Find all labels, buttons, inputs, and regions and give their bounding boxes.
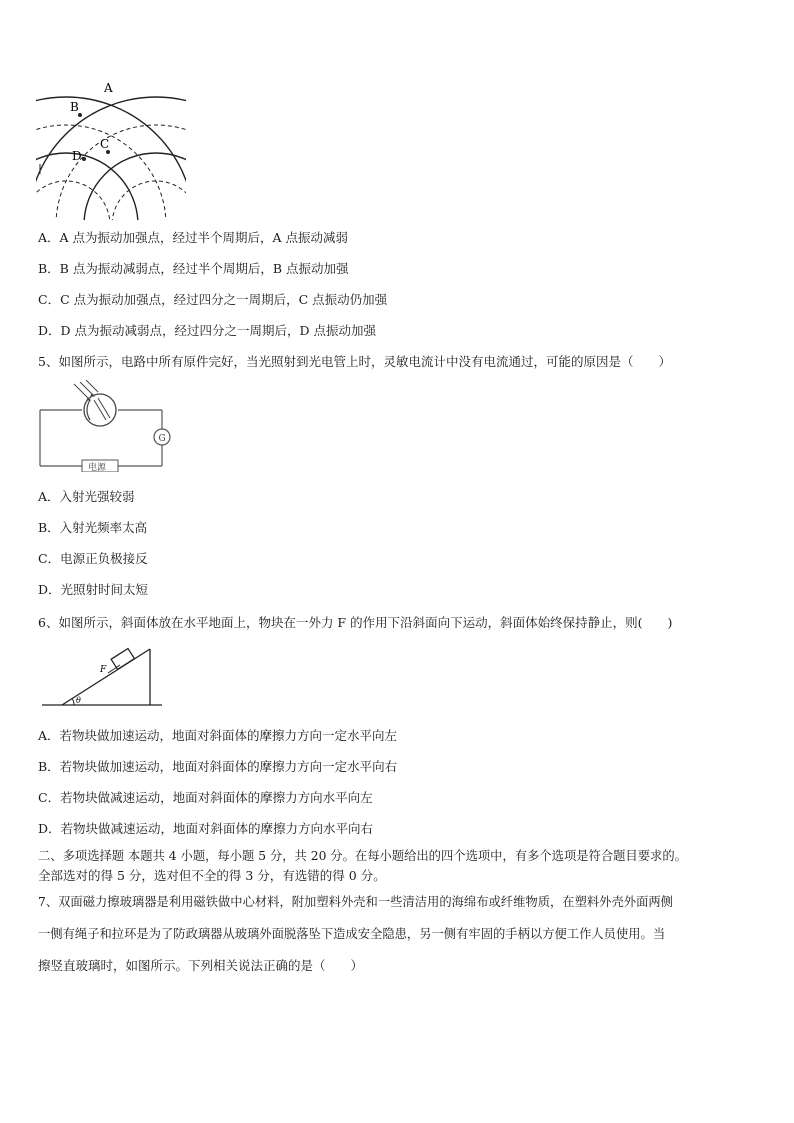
q6-option-d: D．若物块做减速运动，地面对斜面体的摩擦力方向水平向右 — [38, 821, 374, 836]
incline-figure — [40, 643, 165, 709]
q6-option-a: A．若物块做加速运动，地面对斜面体的摩擦力方向一定水平向左 — [38, 728, 398, 743]
label-c: C — [100, 137, 110, 151]
q5-option-b: B．入射光频率太高 — [38, 520, 148, 535]
galvanometer-label: G — [158, 434, 166, 444]
angle-label: θ — [76, 696, 81, 705]
label-d: D — [72, 149, 82, 163]
q4-option-b: B．B 点为振动减弱点，经过半个周期后，B 点振动加强 — [38, 261, 349, 276]
q4-option-d: D．D 点为振动减弱点，经过四分之一周期后，D 点振动加强 — [38, 323, 377, 338]
q7-stem-line3: 擦竖直玻璃时，如图所示。下列相关说法正确的是（ ） — [38, 958, 364, 973]
block — [111, 649, 134, 670]
q6-option-c: C．若物块做减速运动，地面对斜面体的摩擦力方向水平向左 — [38, 790, 373, 805]
angle-arc — [73, 699, 75, 705]
label-a: A — [104, 81, 113, 95]
label-b: B — [70, 100, 79, 114]
trough-left-inner — [36, 181, 110, 220]
q5-option-c: C．电源正负极接反 — [38, 551, 148, 566]
crest-left-inner — [36, 153, 138, 220]
q4-option-a: A．A 点为振动加强点，经过半个周期后，A 点振动减弱 — [38, 230, 349, 245]
q6-option-b: B．若物块做加速运动，地面对斜面体的摩擦力方向一定水平向右 — [38, 759, 398, 774]
q5-stem: 5、如图所示，电路中所有原件完好，当光照射到光电管上时，灵敏电流计中没有电流通过，可能的原因是（ ） — [38, 354, 671, 369]
q7-stem-line2: 一侧有绳子和拉环是为了防政璃器从玻璃外面脱落坠下造成安全隐患，另一侧有牢固的手柄以方便工作人员使用。当 — [38, 927, 666, 941]
trough-right-outer — [56, 125, 186, 220]
section2-heading-line2: 全部选对的得 5 分，选对但不全的得 3 分，有选错的得 0 分。 — [38, 868, 386, 883]
force-label: F — [100, 665, 107, 675]
q6-stem: 6、如图所示，斜面体放在水平地面上，物块在一外力 F 的作用下沿斜面向下运动，斜面体始终保持静止，则( ) — [38, 615, 673, 630]
q5-option-a: A．入射光强较弱 — [38, 489, 135, 504]
q7-stem-line1: 7、双面磁力擦玻璃器是利用磁铁做中心材料，附加塑料外壳和一些清洁用的海绵布或纤维物质，在塑料外壳外面两侧 — [38, 895, 673, 909]
wave-interference-figure — [36, 80, 186, 220]
point-d — [82, 157, 86, 161]
power-source-label: 电源 — [88, 463, 107, 472]
circuit-figure — [38, 380, 173, 472]
trough-right-inner — [112, 181, 186, 220]
section2-heading-line1: 二、多项选择题 本题共 4 小题，每小题 5 分，共 20 分。在每小题给出的四个选项中，有多个选项是符合题目要求的。 — [38, 849, 687, 863]
q4-option-c: C．C 点为振动加强点，经过四分之一周期后，C 点振动仍加强 — [38, 292, 388, 307]
q5-option-d: D．光照射时间太短 — [38, 582, 149, 597]
